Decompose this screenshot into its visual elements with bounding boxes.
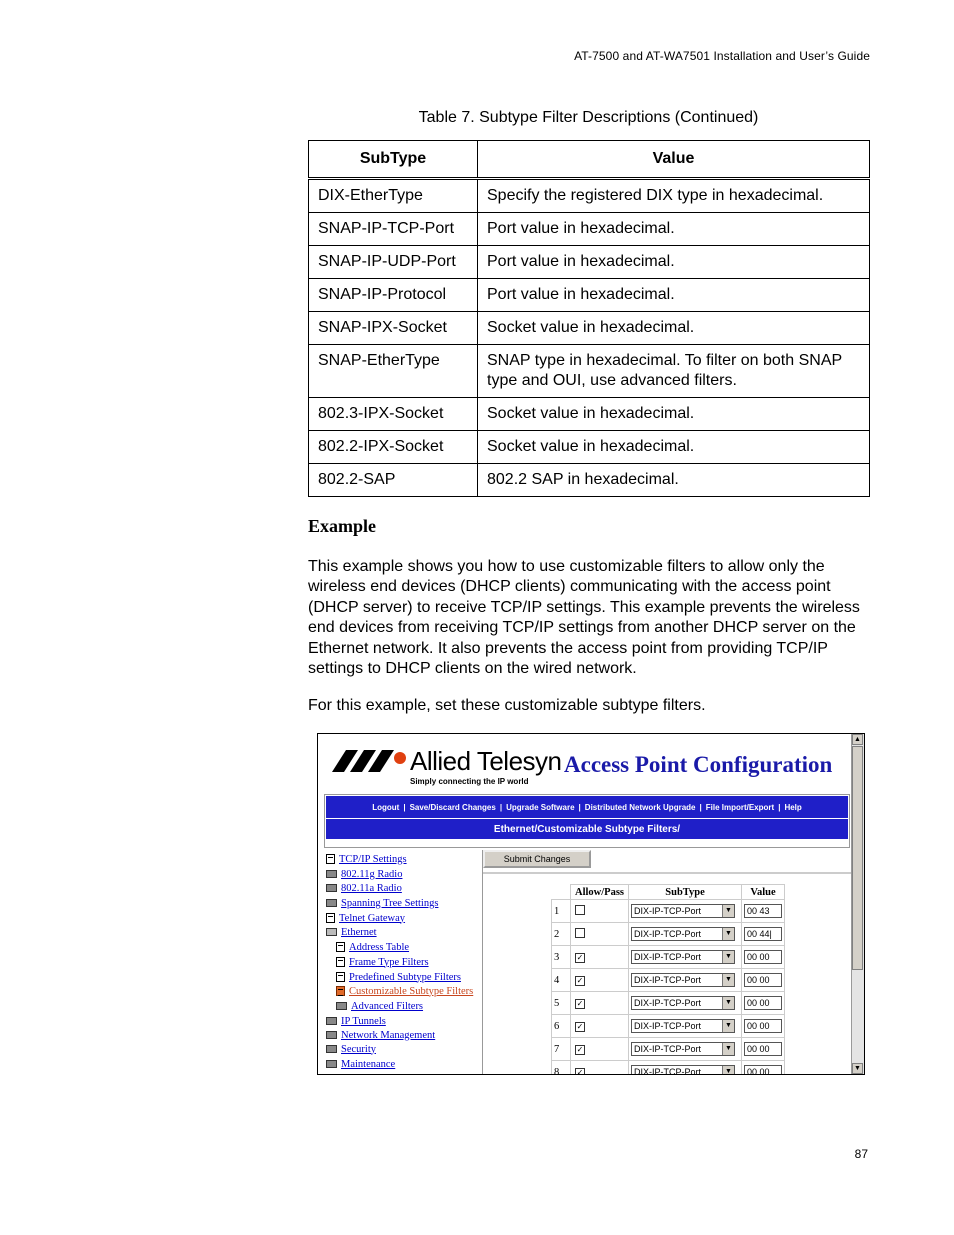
allow-pass-checkbox[interactable] xyxy=(575,905,585,915)
open-folder-icon xyxy=(326,928,337,936)
subtype-select[interactable] xyxy=(631,1065,735,1075)
tree-item[interactable] xyxy=(326,1042,376,1056)
folder-icon xyxy=(326,1017,337,1025)
value-input[interactable]: 00 00 xyxy=(744,1042,782,1056)
tree-item[interactable] xyxy=(336,970,461,984)
allow-pass-checkbox[interactable]: ✓ xyxy=(576,975,584,985)
subtype-select-value: DIX-IP-TCP-Port xyxy=(634,929,702,939)
tree-item[interactable] xyxy=(326,911,405,925)
subtype-select[interactable] xyxy=(631,1019,735,1033)
subtype-select[interactable] xyxy=(631,1042,735,1056)
page-number: 87 xyxy=(854,1147,868,1161)
tree-item-label[interactable]: Security xyxy=(341,1043,376,1055)
row-number: 5 xyxy=(552,992,571,1015)
table-row xyxy=(309,179,870,213)
brand-name: Allied Telesyn xyxy=(410,746,562,776)
tree-item[interactable] xyxy=(336,984,473,998)
subtype-cell: 802.2-SAP xyxy=(309,464,478,497)
subtype-cell: 802.2-IPX-Socket xyxy=(309,431,478,464)
table-row xyxy=(309,464,870,497)
allow-pass-checkbox[interactable]: ✓ xyxy=(576,998,584,1008)
scroll-down-icon[interactable]: ▼ xyxy=(852,1063,863,1074)
menu-upgrade-software[interactable]: Upgrade Software xyxy=(506,802,575,812)
tree-item-label[interactable]: IP Tunnels xyxy=(341,1015,386,1027)
tree-item[interactable] xyxy=(336,999,423,1013)
allow-pass-checkbox[interactable] xyxy=(575,928,585,938)
subtype-cell: SNAP-IP-TCP-Port xyxy=(309,213,478,246)
tree-item[interactable] xyxy=(326,1057,395,1071)
customizable-filters-table xyxy=(551,884,785,1075)
row-number: 8 xyxy=(552,1061,571,1076)
document-icon xyxy=(326,854,335,864)
subtype-select-value: DIX-IP-TCP-Port xyxy=(634,1044,702,1054)
allow-pass-checkbox[interactable]: ✓ xyxy=(576,1044,584,1054)
subtype-cell: SNAP-EtherType xyxy=(309,345,478,398)
menu-distributed-network-upgrade[interactable]: Distributed Network Upgrade xyxy=(584,802,696,812)
value-input[interactable]: 00 44| xyxy=(744,927,782,941)
menu-logout[interactable]: Logout xyxy=(372,802,400,812)
dropdown-arrow-icon[interactable]: ▼ xyxy=(722,951,734,963)
subtype-cell: 802.3-IPX-Socket xyxy=(309,398,478,431)
tree-item[interactable] xyxy=(326,867,402,881)
tree-item[interactable] xyxy=(336,955,429,969)
subtype-cell: SNAP-IP-Protocol xyxy=(309,279,478,312)
tree-item-label[interactable]: Maintenance xyxy=(341,1058,396,1070)
filter-row xyxy=(552,1038,785,1061)
subtype-select-value: DIX-IP-TCP-Port xyxy=(634,1021,702,1031)
tree-item[interactable] xyxy=(336,940,409,954)
subtype-filter-table xyxy=(308,140,870,497)
filter-row xyxy=(552,992,785,1015)
row-number: 3 xyxy=(552,946,571,969)
dropdown-arrow-icon[interactable]: ▼ xyxy=(722,1066,734,1075)
value-cell: Specify the registered DIX type in hexadecimal. xyxy=(478,179,870,213)
selected-document-icon xyxy=(336,986,345,996)
subtype-select[interactable] xyxy=(631,973,735,987)
value-cell: 802.2 SAP in hexadecimal. xyxy=(478,464,870,497)
menu-file-import-export[interactable]: File Import/Export xyxy=(705,802,775,812)
access-point-config-screenshot xyxy=(317,733,865,1075)
row-number: 4 xyxy=(552,969,571,992)
value-input[interactable]: 00 00 xyxy=(744,996,782,1010)
allow-pass-checkbox[interactable]: ✓ xyxy=(575,1068,585,1076)
value-input[interactable]: 00 00 xyxy=(744,1065,782,1075)
example-paragraph: This example shows you how to use customizable filters to allow only the wireless end devices (DHCP clients) communicating with the access point (DHCP server) to receive TCP/IP settings. This example prevents the wireless end devices from receiving TCP/IP settings from another DHCP server on the Ethernet network. It also prevents the access point from providing TCP/IP settings to DHCP clients on the wired network. xyxy=(308,558,860,678)
table-row xyxy=(309,312,870,345)
menu-help[interactable]: Help xyxy=(784,802,802,812)
tree-item-label[interactable]: Spanning Tree Settings xyxy=(341,897,439,909)
tree-item-label[interactable]: Network Management xyxy=(341,1029,436,1041)
row-number: 6 xyxy=(552,1015,571,1038)
table-row xyxy=(309,213,870,246)
submit-changes-button[interactable]: Submit Changes xyxy=(483,850,591,868)
value-cell: Socket value in hexadecimal. xyxy=(478,398,870,431)
column-header-allow-pass: Allow/Pass xyxy=(571,885,629,900)
menu-save-discard-changes[interactable]: Save/Discard Changes xyxy=(409,802,496,812)
value-input[interactable]: 00 00 xyxy=(744,973,782,987)
top-menu: Logout | Save/Discard Changes | Upgrade Software | Distributed Network Upgrade | File Import/Export | Help xyxy=(326,796,848,818)
subtype-cell: DIX-EtherType xyxy=(309,179,478,213)
tree-item-label[interactable]: Advanced Filters xyxy=(351,1000,424,1012)
value-cell: Port value in hexadecimal. xyxy=(478,213,870,246)
tree-item[interactable] xyxy=(326,896,438,910)
value-cell: Socket value in hexadecimal. xyxy=(478,312,870,345)
table-row xyxy=(309,246,870,279)
value-input[interactable]: 00 00 xyxy=(744,1019,782,1033)
column-header-value: Value xyxy=(478,141,870,179)
tree-item-label[interactable]: Ethernet xyxy=(341,926,377,938)
guide-running-header: AT-7500 and AT-WA7501 Installation and User’s Guide xyxy=(574,49,870,63)
section-heading: Example xyxy=(308,516,377,536)
subtype-select-value: DIX-IP-TCP-Port xyxy=(634,906,702,916)
tree-item-label[interactable]: Customizable Subtype Filters xyxy=(349,985,474,997)
filter-row xyxy=(552,946,785,969)
allow-pass-checkbox[interactable]: ✓ xyxy=(576,1021,584,1031)
tree-item-label[interactable]: Frame Type Filters xyxy=(349,956,429,968)
dropdown-arrow-icon[interactable]: ▼ xyxy=(722,974,734,986)
table-row xyxy=(309,398,870,431)
subtype-select[interactable] xyxy=(631,904,735,918)
app-title: Access Point Configuration xyxy=(564,752,833,777)
subtype-select[interactable] xyxy=(631,927,735,941)
table-row xyxy=(309,345,870,398)
document-icon xyxy=(336,972,345,982)
document-icon xyxy=(336,957,345,967)
tree-item-label[interactable]: 802.11g Radio xyxy=(341,868,403,880)
table-header-row xyxy=(309,141,870,179)
navigation-bar xyxy=(324,794,850,848)
column-header-subtype: SubType xyxy=(309,141,478,179)
value-input[interactable]: 00 00 xyxy=(744,950,782,964)
subtype-select[interactable] xyxy=(631,950,735,964)
column-header-subtype: SubType xyxy=(629,885,742,900)
table-row xyxy=(309,431,870,464)
tree-item-label[interactable]: TCP/IP Settings xyxy=(339,853,407,865)
value-cell: Port value in hexadecimal. xyxy=(478,246,870,279)
allow-pass-checkbox[interactable]: ✓ xyxy=(576,952,584,962)
brand-tagline: Simply connecting the IP world xyxy=(410,777,529,786)
dropdown-arrow-icon[interactable]: ▼ xyxy=(722,905,734,917)
tree-item-label[interactable]: Address Table xyxy=(349,941,410,953)
folder-icon xyxy=(326,1045,337,1053)
dropdown-arrow-icon[interactable]: ▼ xyxy=(722,997,734,1009)
folder-icon xyxy=(326,1060,337,1068)
dropdown-arrow-icon[interactable]: ▼ xyxy=(722,928,734,940)
folder-icon xyxy=(326,884,337,892)
folder-icon xyxy=(336,1002,347,1010)
folder-icon xyxy=(326,899,337,907)
filter-row xyxy=(552,1015,785,1038)
table-caption: Table 7. Subtype Filter Descriptions (Continued) xyxy=(418,109,759,126)
subtype-select[interactable] xyxy=(631,996,735,1010)
value-cell: SNAP type in hexadecimal. To filter on both SNAP type and OUI, use advanced filters. xyxy=(478,345,870,398)
row-number: 1 xyxy=(552,900,571,923)
folder-icon xyxy=(326,1031,337,1039)
subtype-cell: SNAP-IP-UDP-Port xyxy=(309,246,478,279)
tree-item[interactable] xyxy=(326,852,407,866)
value-cell: Socket value in hexadecimal. xyxy=(478,431,870,464)
navigation-tree xyxy=(324,850,483,1074)
tree-item-label[interactable]: 802.11a Radio xyxy=(341,882,402,894)
subtype-select-value: DIX-IP-TCP-Port xyxy=(634,998,702,1008)
subtype-select-value: DIX-IP-TCP-Port xyxy=(634,1067,702,1075)
document-icon xyxy=(336,942,345,952)
filter-content xyxy=(483,850,852,1074)
table-row xyxy=(309,279,870,312)
value-input[interactable]: 00 43 xyxy=(744,904,782,918)
brand-header xyxy=(328,744,848,794)
subtype-select-value: DIX-IP-TCP-Port xyxy=(634,975,702,985)
filter-row xyxy=(552,923,785,946)
scrollbar-thumb[interactable] xyxy=(852,746,863,970)
tree-item-label[interactable]: Telnet Gateway xyxy=(339,912,406,924)
row-number: 2 xyxy=(552,923,571,946)
filter-row xyxy=(552,969,785,992)
tree-item[interactable] xyxy=(326,925,377,939)
value-cell: Port value in hexadecimal. xyxy=(478,279,870,312)
folder-icon xyxy=(326,870,337,878)
vertical-scrollbar[interactable] xyxy=(851,734,864,1074)
tree-item[interactable] xyxy=(326,1014,386,1028)
dropdown-arrow-icon[interactable]: ▼ xyxy=(722,1043,734,1055)
filter-row xyxy=(552,900,785,923)
allied-telesyn-logo-icon xyxy=(332,750,406,772)
document-icon xyxy=(326,913,335,923)
instruction-paragraph: For this example, set these customizable subtype filters. xyxy=(308,697,706,714)
tree-item[interactable] xyxy=(326,1028,435,1042)
tree-item-label[interactable]: Predefined Subtype Filters xyxy=(349,971,461,983)
subtype-select-value: DIX-IP-TCP-Port xyxy=(634,952,702,962)
filter-row xyxy=(552,1061,785,1076)
scroll-up-icon[interactable]: ▲ xyxy=(852,734,863,745)
breadcrumb: Ethernet/Customizable Subtype Filters/ xyxy=(326,819,848,839)
dropdown-arrow-icon[interactable]: ▼ xyxy=(722,1020,734,1032)
row-number: 7 xyxy=(552,1038,571,1061)
subtype-cell: SNAP-IPX-Socket xyxy=(309,312,478,345)
column-header-value: Value xyxy=(742,885,785,900)
tree-item[interactable] xyxy=(326,881,402,895)
